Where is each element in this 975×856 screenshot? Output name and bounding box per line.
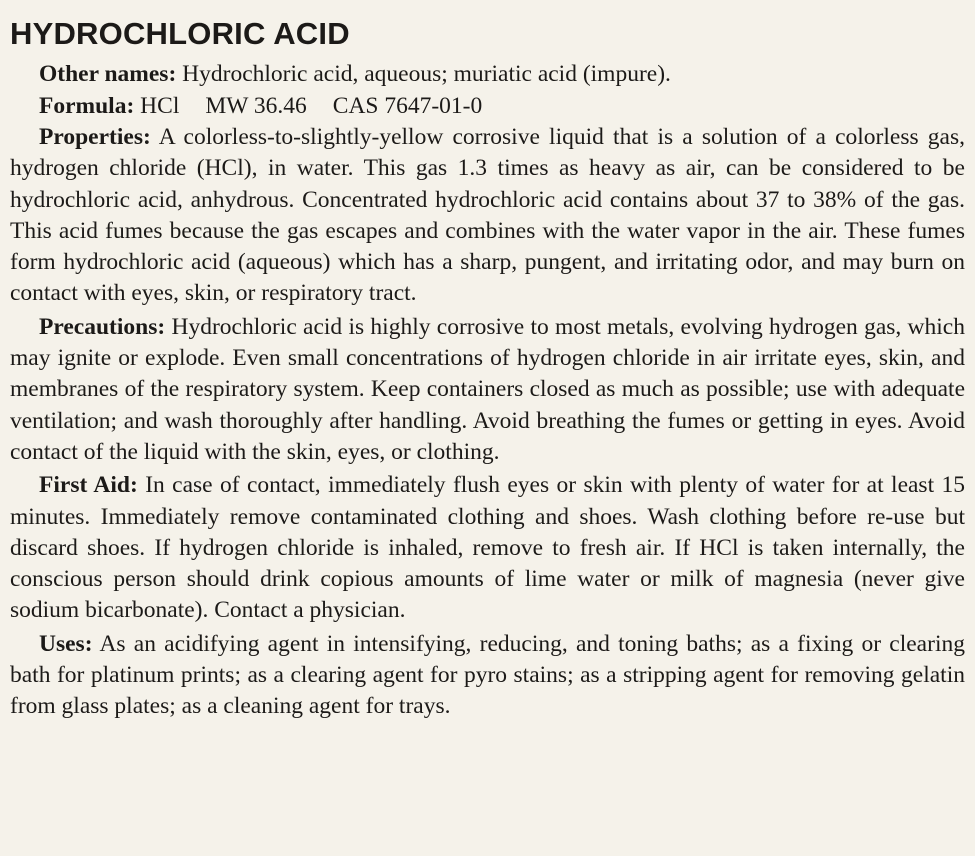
uses-paragraph [10, 629, 965, 723]
molecular-weight: MW 36.46 [205, 93, 307, 119]
other-names-text: Hydrochloric acid, aqueous; muriatic acid (impure). [182, 61, 671, 87]
first-aid-label: First Aid: [39, 472, 138, 499]
other-names-line [10, 58, 965, 90]
precautions-label: Precautions: [39, 313, 166, 340]
formula-label: Formula: [39, 93, 135, 119]
uses-label: Uses: [39, 630, 93, 657]
other-names-label: Other names: [39, 61, 177, 87]
properties-label: Properties: [39, 124, 151, 150]
formula-value: HCl [140, 93, 180, 119]
formula-line [10, 90, 965, 122]
precautions-paragraph [10, 312, 965, 468]
precautions-text: Hydrochloric acid is highly corrosive to most metals, evolving hydrogen gas, which may ignite or explode. Even small concentrations of hydrogen chloride in air irritate eyes, skin, and membranes of the respiratory system. Keep containers closed as much as possible; use with adequate ventilation; and wash thoroughly after handling. Avoid breathing the fumes or getting in eyes. Avoid contact of the liquid with the skin, eyes, or clothing. [10, 313, 965, 465]
properties-text: A colorless-to-slightly-yellow corrosive liquid that is a solution of a colorless gas, hydrogen chloride (HCl), in water. This gas 1.3 times as heavy as air, can be considered to be hydrochloric acid, anhydrous. Concentrated hydrochloric acid contains about 37 to 38% of the gas. This acid fumes because the gas escapes and combines with the water vapor in the air. These fumes form hydrochloric acid (aqueous) which has a sharp, pungent, and irritating odor, and may burn on contact with eyes, skin, or respiratory tract. [10, 124, 965, 307]
uses-text: As an acidifying agent in intensifying, reducing, and toning baths; as a fixing or clearing bath for platinum prints; as a clearing agent for pyro stains; as a stripping agent for removing gelatin from glass plates; as a cleaning agent for trays. [10, 630, 965, 720]
properties-paragraph [10, 122, 965, 310]
cas-number: CAS 7647-01-0 [332, 93, 483, 119]
first-aid-paragraph [10, 470, 965, 626]
first-aid-text: In case of contact, immediately flush eyes or skin with plenty of water for at least 15 minutes. Immediately remove contaminated clothing and shoes. Wash clothing before re-use but discard shoes. If hydrogen chloride is inhaled, remove to fresh air. If HCl is taken internally, the conscious person should drink copious amounts of lime water or milk of magnesia (never give sodium bicarbonate). Contact a physician. [10, 472, 965, 624]
entry-title: HYDROCHLORIC ACID [10, 16, 350, 51]
